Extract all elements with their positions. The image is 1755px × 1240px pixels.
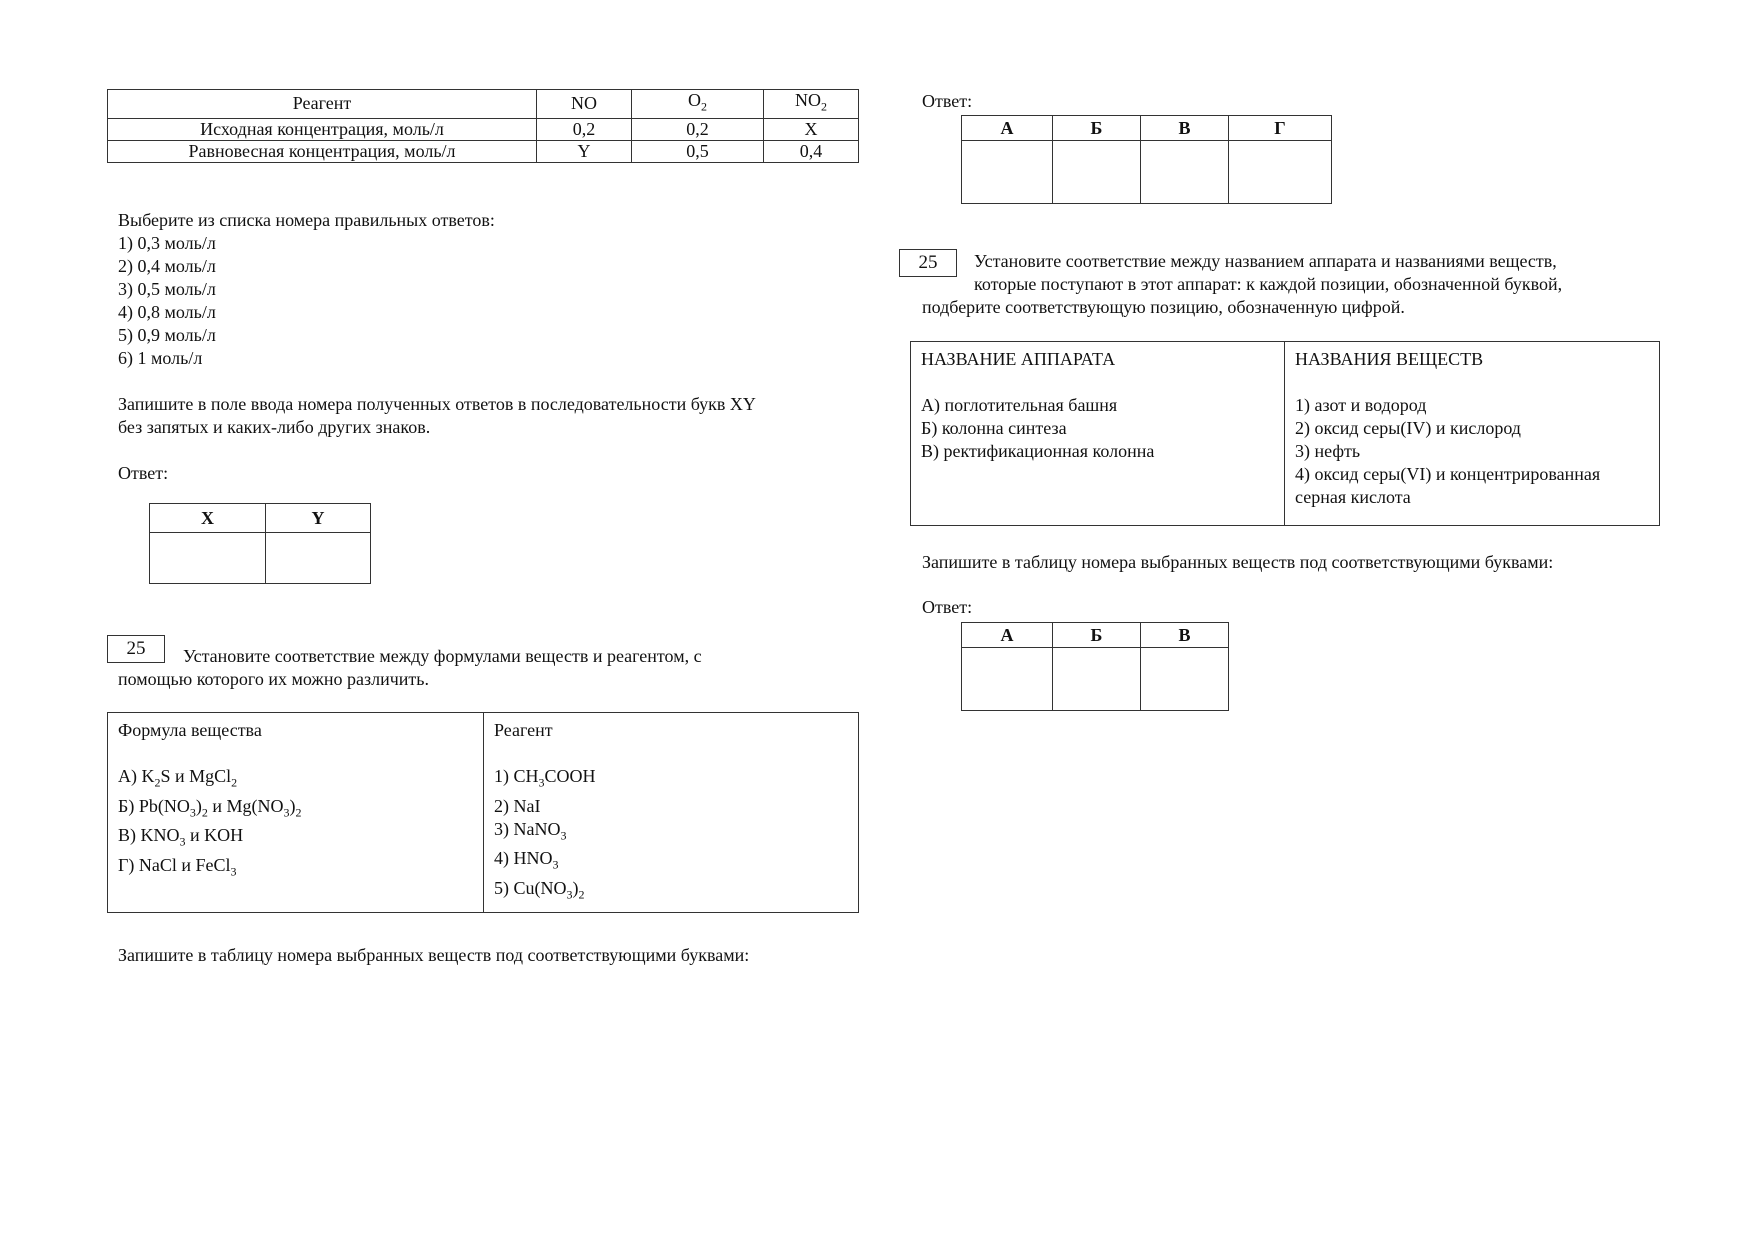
list-item: 4) оксид серы(VI) и концентрированная — [1295, 464, 1601, 484]
task-number-box: 25 — [107, 635, 165, 663]
list-item: 2) оксид серы(IV) и кислород — [1295, 418, 1521, 438]
list-item: 4) $HNO_3$ — [494, 848, 559, 872]
task-text-line1: Установите соответствие между формулами веществ и реагентом, с — [183, 646, 702, 666]
list-item: 4) 0,8 моль/л — [118, 302, 216, 322]
table-header-cell: Б — [1053, 623, 1141, 648]
answer-label: Ответ: — [922, 597, 973, 617]
list-item: А) $K_2S$ и MgCl$_2$ — [118, 766, 238, 790]
list-item: Б) $Pb(NO_3)_2$ и $Mg(NO_3)_2$ — [118, 795, 302, 820]
table-header-cell: $O_2$ — [632, 90, 764, 119]
table-header-cell: Г — [1229, 116, 1332, 141]
write-instruction-line1: Запишите в поле ввода номера полученных ответов в последовательности букв XY — [118, 394, 756, 414]
table-row — [150, 533, 371, 584]
list-item: В) ректификационная колонна — [921, 441, 1155, 461]
list-item: 1) 0,3 моль/л — [118, 233, 216, 253]
formula-list — [118, 765, 473, 883]
table-cell: 0,5 — [632, 140, 764, 162]
list-item: В) $KNO_3$ и KOH — [118, 825, 244, 849]
list-item: 5) 0,9 моль/л — [118, 325, 216, 345]
task-text-line3: подберите соответствующую позицию, обозначенную цифрой. — [922, 297, 1405, 317]
table-row — [108, 118, 859, 140]
list-item: 3) NaNO$_3$ — [494, 818, 567, 843]
table-row — [108, 140, 859, 162]
list-item: 2) NaI — [494, 795, 541, 816]
reagent-column — [484, 713, 859, 913]
answer-cell-y[interactable] — [266, 533, 371, 584]
xy-answer-table — [149, 503, 371, 584]
abv-answer-table — [961, 622, 1229, 711]
table-header-cell: $NO_2$ — [764, 90, 859, 119]
table-row — [911, 342, 1660, 526]
list-item: Г) NaCl и FeCl$_3$ — [118, 854, 237, 879]
table-cell: Исходная концентрация, моль/л — [108, 118, 537, 140]
table-header-cell: X — [150, 504, 266, 533]
answer-cell-x[interactable] — [150, 533, 266, 584]
list-item: 1) $CH_3COOH$ — [494, 766, 596, 790]
task-text-line2: помощью которого их можно различить. — [118, 669, 429, 689]
options-list — [118, 232, 216, 370]
answer-cell-a[interactable] — [962, 648, 1053, 711]
table-row — [962, 623, 1229, 648]
substances-column — [1285, 342, 1660, 526]
column-title: Формула вещества — [118, 720, 262, 740]
matching-table-formulas — [107, 712, 859, 913]
table-row — [962, 141, 1332, 204]
abvg-answer-table — [961, 115, 1332, 204]
table-cell: X — [764, 118, 859, 140]
list-item: 6) 1 моль/л — [118, 348, 203, 368]
list-item: 1) азот и водород — [1295, 395, 1427, 415]
table-row — [962, 648, 1229, 711]
answer-cell-g[interactable] — [1229, 141, 1332, 204]
list-item: Б) колонна синтеза — [921, 418, 1067, 438]
answer-cell-v[interactable] — [1141, 648, 1229, 711]
choose-prompt: Выберите из списка номера правильных ответов: — [118, 210, 495, 230]
answer-cell-v[interactable] — [1141, 141, 1229, 204]
table-header-cell: В — [1141, 116, 1229, 141]
table-instruction: Запишите в таблицу номера выбранных веществ под соответствующими буквами: — [922, 552, 1554, 572]
table-header-cell: Реагент — [108, 90, 537, 119]
table-instruction: Запишите в таблицу номера выбранных веществ под соответствующими буквами: — [118, 945, 750, 965]
table-row — [962, 116, 1332, 141]
formula-column — [108, 713, 484, 913]
task-number-box: 25 — [899, 249, 957, 277]
list-item: 3) 0,5 моль/л — [118, 279, 216, 299]
matching-table-apparatus — [910, 341, 1660, 526]
table-header-cell: Y — [266, 504, 371, 533]
answer-cell-b[interactable] — [1053, 648, 1141, 711]
apparatus-column — [911, 342, 1285, 526]
table-row — [108, 90, 859, 119]
answer-label: Ответ: — [922, 91, 973, 111]
list-item: серная кислота — [1295, 487, 1411, 507]
write-instruction-line2: без запятых и каких-либо других знаков. — [118, 417, 431, 437]
table-header-cell: NO — [537, 90, 632, 119]
table-header-cell: В — [1141, 623, 1229, 648]
task-text-line2: которые поступают в этот аппарат: к каждой позиции, обозначенной буквой, — [974, 274, 1563, 294]
answer-cell-a[interactable] — [962, 141, 1053, 204]
table-cell: 0,4 — [764, 140, 859, 162]
table-row — [108, 713, 859, 913]
column-title: НАЗВАНИЕ АППАРАТА — [921, 349, 1116, 369]
answer-label: Ответ: — [118, 463, 169, 483]
table-header-cell: Б — [1053, 116, 1141, 141]
table-header-cell: А — [962, 116, 1053, 141]
column-title: Реагент — [494, 720, 553, 740]
table-row — [150, 504, 371, 533]
list-item: 3) нефть — [1295, 441, 1361, 461]
table-cell: Равновесная концентрация, моль/л — [108, 140, 537, 162]
table-cell: 0,2 — [632, 118, 764, 140]
answer-cell-b[interactable] — [1053, 141, 1141, 204]
reagent-list — [494, 765, 848, 906]
list-item: А) поглотительная башня — [921, 395, 1118, 415]
table-cell: Y — [537, 140, 632, 162]
equilibrium-table — [107, 89, 859, 163]
list-item: 2) 0,4 моль/л — [118, 256, 216, 276]
task-text-line1: Установите соответствие между названием аппарата и названиями веществ, — [974, 251, 1557, 271]
list-item: 5) $Cu(NO_3)_2$ — [494, 877, 585, 902]
column-title: НАЗВАНИЯ ВЕЩЕСТВ — [1295, 349, 1484, 369]
table-header-cell: А — [962, 623, 1053, 648]
table-cell: 0,2 — [537, 118, 632, 140]
